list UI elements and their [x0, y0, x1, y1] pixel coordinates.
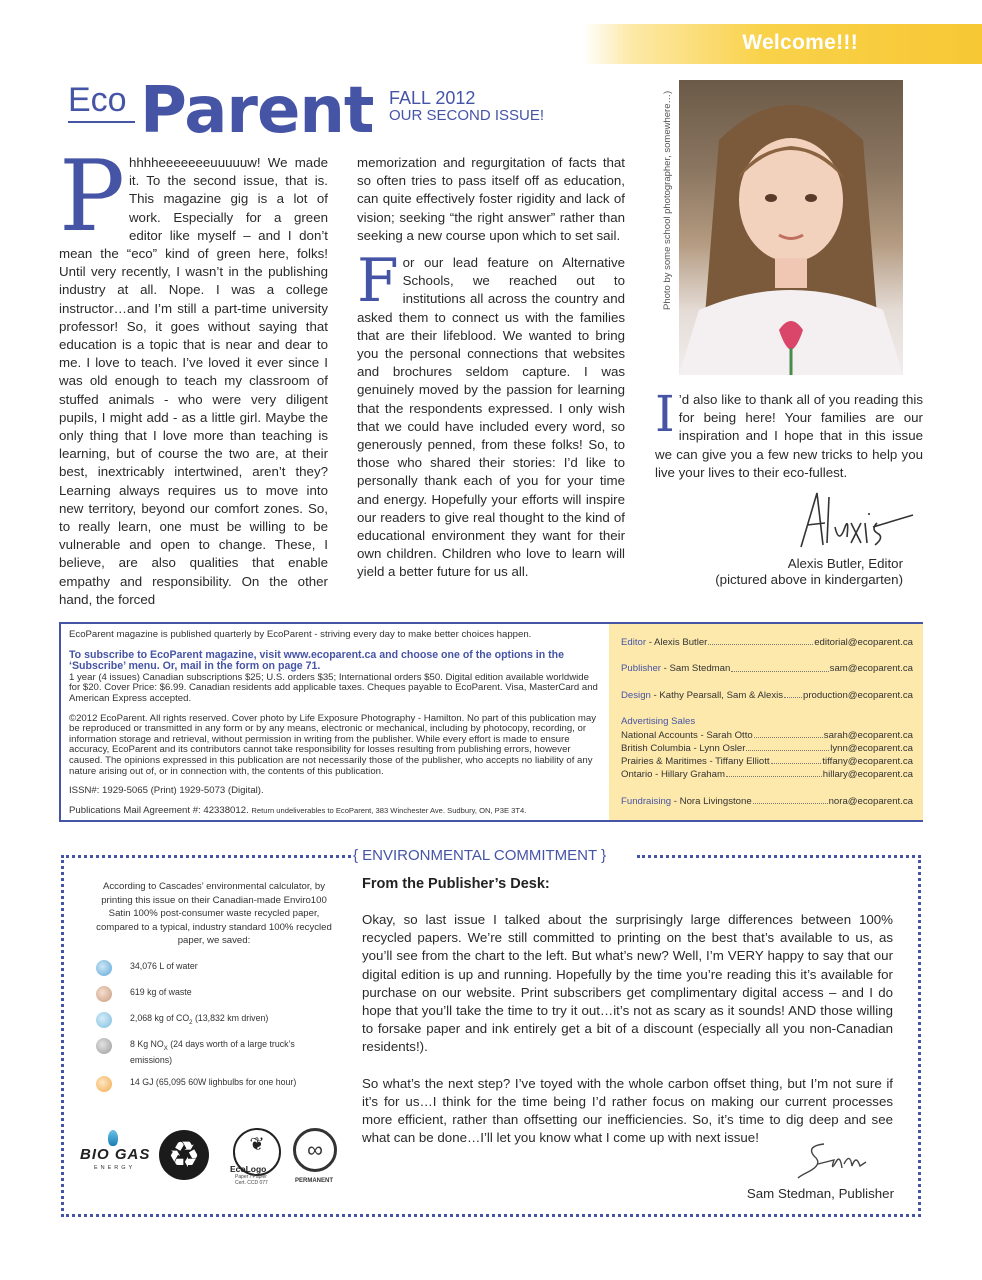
issue-label	[389, 89, 544, 125]
contact-name: - Sam Stedman	[661, 663, 731, 675]
girl-portrait-illustration	[679, 80, 903, 375]
issue-subtitle: OUR SECOND ISSUE!	[389, 107, 545, 124]
contact-name: - Kathy Pearsall, Sam & Alexis	[650, 689, 784, 701]
environment-frame-top-left	[61, 855, 351, 858]
contact-editor	[621, 636, 913, 649]
editor-signature-caption	[715, 556, 903, 588]
dropcap-i: I	[655, 385, 675, 443]
editor-name: Alexis Butler, Editor	[787, 556, 903, 571]
stat-waste: 619 kg of waste	[96, 986, 332, 1011]
contact-email: sam@ecoparent.ca	[829, 663, 913, 675]
biogas-subtext: ENERGY	[94, 1165, 136, 1171]
letter-column-2	[357, 154, 625, 582]
letter-column-3-text: ’d also like to thank all of you reading this for being here! Your families are our inspiration and I hope that in this issue we can give you a few new tricks to help you live your lives to their eco-fullest.	[655, 392, 923, 480]
logo-underline	[68, 121, 135, 123]
contact-ads-ontario	[621, 768, 913, 781]
dropcap-f: F	[357, 246, 399, 317]
contact-ads-bc	[621, 742, 913, 755]
contact-email: nora@ecoparent.ca	[828, 795, 913, 807]
subscribe-rates: 1 year (4 issues) Canadian subscriptions $25; U.S. orders $35; International orders $50. Digital edition available worldwide for $20. Cover Price: $6.99. Canadian residents add applicable taxes. Cheques payable to EcoParent. Visa, MasterCard and American Express accepted.	[69, 671, 598, 704]
contact-role: Fundraising	[621, 795, 672, 807]
contact-role: Publisher	[621, 663, 661, 675]
contact-name: Ontario - Hillary Graham	[621, 769, 725, 781]
environment-intro: According to Cascades’ environmental calculator, by printing this issue on their Canadian-made Enviro100 Satin 100% post-consumer waste recycled paper, compared to a typical, industry standard 100% recycled paper, we saved:	[96, 881, 332, 946]
leader-dots	[708, 636, 813, 645]
masthead-box	[59, 622, 923, 822]
leader-dots	[726, 768, 822, 777]
ads-heading: Advertising Sales	[621, 716, 696, 728]
logo-parent: Parent	[140, 74, 374, 148]
leader-dots	[731, 662, 828, 671]
ecologo-certification: Paper / Papier Cert. CCD 077	[235, 1174, 268, 1186]
letter-column-3	[655, 385, 923, 482]
publisher-desk-para-1: Okay, so last issue I talked about the surprisingly large differences between 100% recycled papers. We’re still committed to printing on the best that’s available to us, as you’ll see from the chart to the left. But what’s new? Well, I’m VERY happy to say that our digital edition is up and running. Hopefully by the time you’re reading this it’s available for purchase on our website. Print subscribers get complimentary digital access – and I do hope that you’ll take the time to try it out…it’s not as scary as it sounds! AND those willing to forsake paper and ink entirely get a bit of a discount (especially all you non-Canadian residents!).	[362, 912, 893, 1055]
waste-bin-icon	[96, 986, 112, 1002]
editor-signature	[795, 487, 915, 553]
contact-publisher	[621, 662, 913, 675]
contact-email: lynn@ecoparent.ca	[830, 742, 913, 754]
letter-column-1	[59, 140, 328, 609]
issue-season: FALL 2012	[389, 88, 476, 108]
copyright-notice: ©2012 EcoParent. All rights reserved. Cover photo by Life Exposure Photography - Hamilton. No part of this publication may be reproduced or transmitted in any form or by any means, electronic or mechanical, including by photocopy, recording, or information storage and retrieval, without permission in writing from the publisher. While every effort is made to ensure accuracy, EcoParent and its contributors cannot take responsibility for losses resulting from publishing errors, however caused. The opinions expressed in this publication are not necessarily those of the publisher, who accepts no liability of any nature arising out of, or in connection with, the contents of this publication.	[69, 712, 597, 777]
contact-email: hillary@ecoparent.ca	[822, 769, 913, 781]
contact-name: National Accounts - Sarah Otto	[621, 729, 753, 741]
letter-column-1-text: hhhheeeeeeeuuuuuw! We made it. To the second issue, that is. This magazine gig is a lot of work. Especially for a green editor like myself – and I don’t mean the “eco” kind of green here, folks! Until very recently, I wasn’t in the publishing industry at all. Nope. I was a college instructor…and I’m still a part-time university professor! So, it goes without saying that education is a topic that is near and dear to me. I love to teach. I’ve loved it ever since I was old enough to teach my classroom of stuffed animals - who were very diligent pupils, I might add - as a little girl. Maybe the only thing that I love more than teaching is learning, but of course the two are, at their best, inextricably intertwined, aren’t they? Learning always requires us to move into new territory, beyond our comfort zones. So, to really learn, one must be willing to be vulnerable and open to change. These, I believe, are also qualities that enable empathy and responsibility. On the other hand, the forced	[59, 155, 328, 607]
recycle-icon: ♻	[159, 1130, 209, 1180]
environment-section-title: { ENVIRONMENTAL COMMITMENT }	[353, 847, 607, 864]
contact-design	[621, 689, 913, 702]
publisher-desk	[362, 876, 893, 1147]
issn: ISSN#: 1929-5065 (Print) 1929-5073 (Digital).	[69, 785, 264, 797]
masthead-info	[69, 630, 599, 825]
water-drop-icon	[96, 960, 112, 976]
cloud-icon	[96, 1012, 112, 1028]
stat-nox: 8 Kg $NO_X$ (24 days worth of a large truck’s emissions)	[96, 1038, 332, 1076]
stat-water: 34,076 L of water	[96, 960, 332, 985]
contact-role: Design	[621, 689, 651, 701]
ecologo-seal-icon: ❦	[233, 1128, 281, 1176]
editor-note: (pictured above in kindergarten)	[715, 572, 903, 587]
publisher-signature-caption: Sam Stedman, Publisher	[746, 1186, 894, 1201]
smog-icon	[96, 1038, 112, 1054]
ecologo-label: EcoLogo	[230, 1164, 267, 1174]
leader-dots	[753, 795, 828, 804]
stat-energy: 14 GJ (65,095 60W lighbulbs for one hour)	[96, 1076, 332, 1101]
lightbulb-icon	[96, 1076, 112, 1092]
masthead-intro: EcoParent magazine is published quarterly by EcoParent - striving every day to make better choices happen.	[69, 629, 532, 640]
contact-name: - Nora Livingstone	[671, 795, 752, 807]
dropcap-p: P	[59, 140, 125, 254]
biogas-logo: BIO GAS	[80, 1146, 151, 1163]
signature-scribble	[795, 487, 915, 553]
contact-email: editorial@ecoparent.ca	[814, 637, 913, 648]
leader-dots	[784, 689, 802, 698]
certification-logos	[80, 1128, 350, 1192]
contact-name: - Alexis Butler	[646, 637, 708, 648]
photo-credit: Photo by some school photographer, somewhere…)	[662, 90, 673, 310]
publisher-signature	[796, 1138, 868, 1182]
biogas-flame-icon	[108, 1130, 118, 1146]
welcome-banner	[583, 24, 982, 64]
editor-childhood-photo	[679, 80, 903, 375]
contact-fundraising	[621, 795, 913, 808]
contact-email: production@ecoparent.ca	[802, 689, 913, 701]
subscribe-highlight: To subscribe to EcoParent magazine, visit www.ecoparent.ca and choose one of the options in the ‘Subscribe’ menu. Or, mail in the form on page 71.	[69, 648, 565, 673]
mail-return: Return undeliverables to EcoParent, 383 Winchester Ave. Sudbury, ON, P3E 3T4.	[251, 805, 527, 815]
contact-ads-prairies	[621, 755, 913, 768]
contact-role: Editor	[621, 637, 647, 648]
welcome-text: Welcome!!!	[742, 31, 858, 54]
contact-email: sarah@ecoparent.ca	[823, 729, 913, 741]
leader-dots	[754, 729, 823, 738]
environment-stats	[96, 880, 332, 1101]
mail-agreement: Publications Mail Agreement #: 42338012.	[69, 804, 249, 816]
stat-co2: 2,068 kg of $CO_2$ (13,832 km driven)	[96, 1012, 332, 1037]
leader-dots	[746, 742, 829, 751]
ecoparent-logo	[68, 74, 374, 148]
contact-ads-national	[621, 729, 913, 742]
letter-column-2-para-2: or our lead feature on Alternative Schools, we reached out to institutions all across the country and asked them to connect us with the families that are their lifeblood. We wanted to bring you the personal connections that websites and brochures seldom capture. I was genuinely moved by the passion for learning that the respondents expressed. I only wish that we could have included every word, so generously penned, from these folks! So, to those who shared their stories: I’d like to personally thank each of you for your time and energy. Hopefully your efforts will inspire our readers to give real thought to the kind of educational environment they want for their own children. Children who love to learn will yield a better future for us all.	[357, 255, 625, 580]
publisher-signature-scribble	[796, 1138, 868, 1182]
contact-email: tiffany@ecoparent.ca	[822, 756, 913, 768]
leader-dots	[771, 755, 822, 764]
contact-name: British Columbia - Lynn Osler	[621, 742, 746, 754]
infinity-icon: ∞	[293, 1128, 337, 1172]
letter-column-2-para-1: memorization and regurgitation of facts that so often tries to pass itself off as education, can quite effectively foster rigidity and lack of vision; seeking “the right answer” rather than seeking a new course upon which to set sail.	[357, 155, 625, 243]
publisher-desk-para-2: So what’s the next step? I’ve toyed with the whole carbon offset thing, but I’m not sure if it’s for us…I think for the time being I’d rather focus on making our current processes more efficient, rather than offsetting our inefficiencies. So, it’s time to dig deep and see what can be done…I’ll let you know what I come up with next issue!	[362, 1075, 893, 1146]
masthead-contacts	[609, 624, 923, 820]
logo-eco: Eco	[68, 81, 127, 119]
environment-frame-top-right	[637, 855, 921, 858]
ads-heading-row	[621, 715, 913, 728]
permanent-label: PERMANENT	[295, 1178, 334, 1184]
publisher-desk-title: From the Publisher’s Desk:	[362, 876, 550, 892]
contact-name: Prairies & Maritimes - Tiffany Elliott	[621, 756, 770, 768]
